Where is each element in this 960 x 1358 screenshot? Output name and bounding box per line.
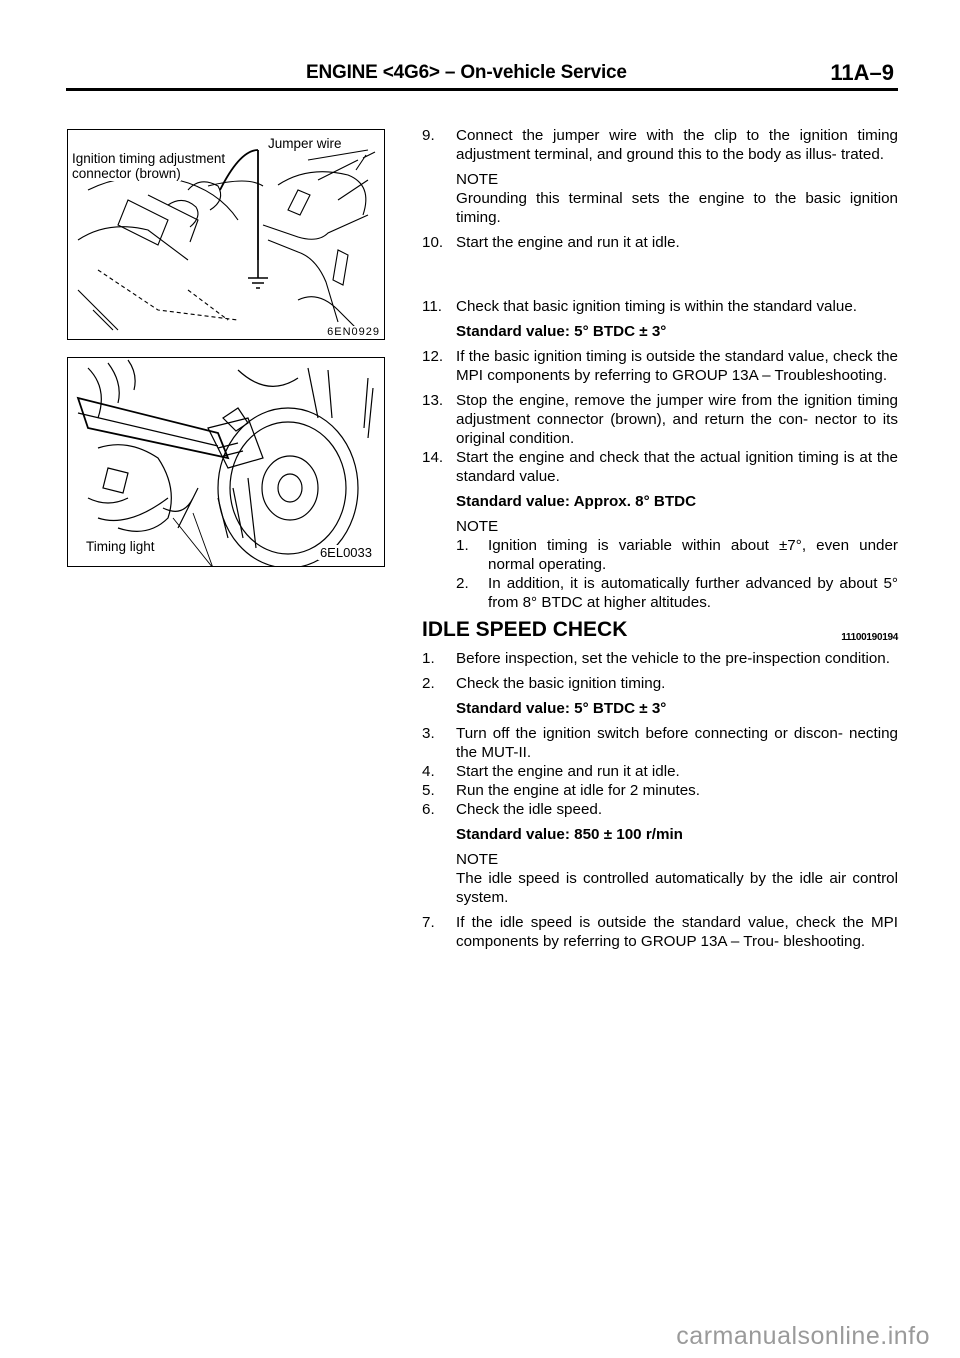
standard-value: Standard value: 5° BTDC ± 3° xyxy=(456,323,667,340)
step-text: Check that basic ignition timing is within the standard value. xyxy=(456,298,857,315)
step-number: 2. xyxy=(422,675,435,692)
page-number: 11A–9 xyxy=(830,60,894,85)
note-heading: NOTE xyxy=(456,171,499,188)
step-number: 10. xyxy=(422,234,444,251)
standard-value: Standard value: 850 ± 100 r/min xyxy=(456,826,683,843)
step-10 xyxy=(422,233,898,252)
header-rule xyxy=(66,88,898,91)
step-text: Start the engine and run it at idle. xyxy=(456,234,680,251)
timing-light-label: Timing light xyxy=(86,539,155,554)
note-item-text: In addition, it is automatically further advanced by about 5° from 8° BTDC at higher altitudes. xyxy=(488,575,898,611)
procedure-text xyxy=(422,126,898,951)
jumper-wire-label: Jumper wire xyxy=(268,136,342,151)
step-number: 12. xyxy=(422,348,444,365)
page-header xyxy=(66,58,898,90)
standard-value: Standard value: 5° BTDC ± 3° xyxy=(456,700,667,717)
step-text: Turn off the ignition switch before connecting or discon- necting the MUT-II. xyxy=(456,725,898,761)
section-heading xyxy=(422,620,898,646)
step-13 xyxy=(422,391,898,448)
note-text: The idle speed is controlled automatically by the idle air control system. xyxy=(456,870,898,906)
figure-ignition-timing-connector xyxy=(67,129,385,340)
idle-step-4 xyxy=(422,762,898,781)
idle-step-2 xyxy=(422,674,898,693)
step-text: Run the engine at idle for 2 minutes. xyxy=(456,782,700,799)
step-number: 11. xyxy=(422,298,442,315)
step-number: 1. xyxy=(422,650,435,667)
idle-step-1 xyxy=(422,649,898,668)
note-heading: NOTE xyxy=(456,851,499,868)
section-title-text: IDLE SPEED CHECK xyxy=(422,618,628,641)
step-number: 6. xyxy=(422,801,435,818)
figure-code: 6EN0929 xyxy=(327,326,380,338)
note-item-text: Ignition timing is variable within about ±7°, even under normal operating. xyxy=(488,537,898,573)
step-text: Check the idle speed. xyxy=(456,801,603,818)
step-text: Check the basic ignition timing. xyxy=(456,675,666,692)
note-item-number: 1. xyxy=(456,537,469,554)
standard-value: Standard value: Approx. 8° BTDC xyxy=(456,493,697,510)
step-number: 13. xyxy=(422,392,444,409)
step-number: 9. xyxy=(422,127,435,144)
step-number: 3. xyxy=(422,725,435,742)
step-text: If the idle speed is outside the standard value, check the MPI components by referring to GROUP 13A – Trou- bleshooting. xyxy=(456,914,898,950)
step-text: Start the engine and run it at idle. xyxy=(456,763,680,780)
page-title: ENGINE <4G6> – On-vehicle Service xyxy=(306,62,627,83)
note-text: Grounding this terminal sets the engine to the basic ignition timing. xyxy=(456,190,898,226)
note-item-1 xyxy=(456,536,898,574)
step-12 xyxy=(422,347,898,385)
idle-step-6 xyxy=(422,800,898,819)
step-number: 4. xyxy=(422,763,435,780)
step-number: 14. xyxy=(422,449,444,466)
section-code: 11100190194 xyxy=(841,632,898,643)
ignition-timing-label: Ignition timing adjustment xyxy=(72,151,226,166)
step-11 xyxy=(422,297,898,316)
step-number: 5. xyxy=(422,782,435,799)
step-text: Start the engine and check that the actual ignition timing is at the standard value. xyxy=(456,449,898,485)
figure-code: 6EL0033 xyxy=(319,545,372,560)
step-14 xyxy=(422,448,898,486)
step-text: Before inspection, set the vehicle to the pre-inspection condition. xyxy=(456,650,890,667)
step-9 xyxy=(422,126,898,164)
step-number: 7. xyxy=(422,914,435,931)
note-heading: NOTE xyxy=(456,518,499,535)
connector-label: connector (brown) xyxy=(72,166,181,181)
step-text: Connect the jumper wire with the clip to the ignition timing adjustment terminal, and ground this to the body as illus- trated. xyxy=(456,127,898,163)
step-text: Stop the engine, remove the jumper wire from the ignition timing adjustment connector (brown), and return the con- nector to its original condition. xyxy=(456,392,898,447)
idle-step-5 xyxy=(422,781,898,800)
watermark: carmanualsonline.info xyxy=(676,1322,930,1350)
idle-step-3 xyxy=(422,724,898,762)
figure-timing-light xyxy=(67,357,385,567)
note-item-number: 2. xyxy=(456,575,469,592)
timing-light-illustration xyxy=(68,358,385,567)
note-item-2 xyxy=(456,574,898,612)
step-text: If the basic ignition timing is outside the standard value, check the MPI components by referring to GROUP 13A – Troubleshooting. xyxy=(456,348,898,384)
idle-step-7 xyxy=(422,913,898,951)
